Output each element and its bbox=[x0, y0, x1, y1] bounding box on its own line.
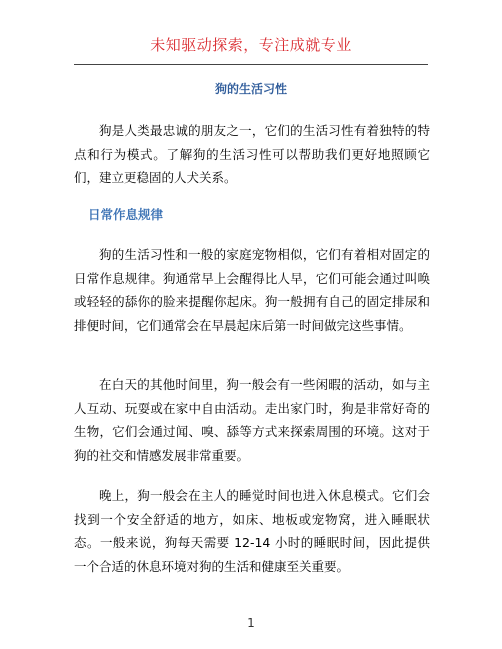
page-number: 1 bbox=[247, 616, 255, 630]
section-paragraph-2-block bbox=[74, 373, 430, 467]
header-divider bbox=[74, 64, 428, 65]
section-paragraph-3-block bbox=[74, 484, 430, 578]
document-title: 狗的生活习性 bbox=[214, 82, 287, 96]
section-heading: 日常作息规律 bbox=[88, 207, 164, 222]
section-paragraph-1-block bbox=[74, 243, 430, 337]
intro-block bbox=[74, 119, 430, 190]
section-paragraph: 狗的生活习性和一般的家庭宠物相似，它们有着相对固定的日常作息规律。狗通常早上会醒得比人早，它们可能会通过叫唤或轻轻的舔你的脸来提醒你起床。狗一般拥有自己的固定排尿和排便时间，它们通常会在早晨起床后第一时间做完这些事情。 bbox=[74, 247, 430, 333]
page-header-slogan: 未知驱动探索，专注成就专业 bbox=[150, 36, 352, 54]
intro-paragraph: 狗是人类最忠诚的朋友之一，它们的生活习性有着独特的特点和行为模式。了解狗的生活习性可以帮助我们更好地照顾它们，建立更稳固的人犬关系。 bbox=[74, 123, 430, 185]
section-paragraph: 晚上，狗一般会在主人的睡觉时间也进入休息模式。它们会找到一个安全舒适的地方，如床、地板或宠物窝，进入睡眠状态。一般来说，狗每天需要 12-14 小时的睡眠时间，因此提供一个合适的休息环境对狗的生活和健康至关重要。 bbox=[74, 488, 430, 574]
section-paragraph: 在白天的其他时间里，狗一般会有一些闲暇的活动，如与主人互动、玩耍或在家中自由活动。走出家门时，狗是非常好奇的生物，它们会通过闻、嗅、舔等方式来探索周围的环境。这对于狗的社交和情感发展非常重要。 bbox=[74, 377, 430, 463]
